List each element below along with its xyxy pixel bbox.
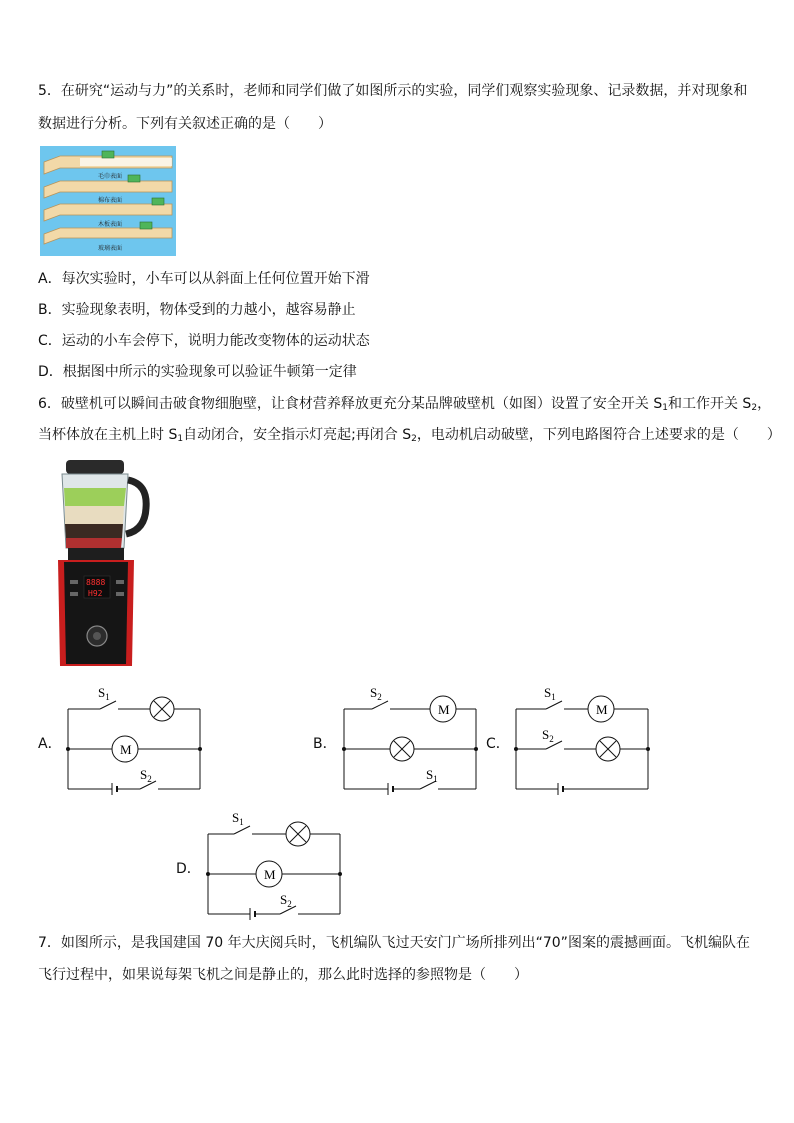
circuit-c-s2-label: $S_2$ xyxy=(542,727,554,744)
blender-display-bottom: H92 xyxy=(88,589,103,598)
q5-option-a[interactable]: A．每次实验时，小车可以从斜面上任何位置开始下滑 xyxy=(38,271,370,287)
q6-line1-part-c: ， xyxy=(757,396,772,412)
q6-sub-2b: 2 xyxy=(411,434,417,444)
circuit-a xyxy=(60,685,210,795)
circuit-c-motor-label: M xyxy=(596,702,608,717)
figure-label-cotton: 棉布表面 xyxy=(98,197,123,204)
q7-stem-line1: 7．如图所示，是我国建国 70 年大庆阅兵时，飞机编队飞过天安门广场所排列出“70”图案的震撼画面。飞机编队在 xyxy=(38,935,750,951)
circuit-b xyxy=(336,685,486,795)
circuit-d xyxy=(200,810,350,920)
circuit-b-s1-label: $S_1$ xyxy=(426,767,438,784)
blender-image xyxy=(50,458,150,670)
circuit-b-motor-label: M xyxy=(438,702,450,717)
circuit-c xyxy=(508,685,658,795)
circuit-b-s2-label: $S_2$ xyxy=(370,685,382,702)
circuit-option-d-label[interactable]: D． xyxy=(176,861,201,877)
q5-ramp-figure xyxy=(40,146,176,256)
circuit-option-c-label[interactable]: C． xyxy=(486,736,510,752)
q5-option-c[interactable]: C．运动的小车会停下，说明力能改变物体的运动状态 xyxy=(38,333,370,349)
q6-stem-line2 xyxy=(38,425,781,449)
q6-line2-part-c: ，电动机启动破壁，下列电路图符合上述要求的是（ ） xyxy=(416,427,781,443)
circuit-c-s1-label: $S_1$ xyxy=(544,685,556,702)
q7-stem-line2: 飞行过程中，如果说每架飞机之间是静止的，那么此时选择的参照物是（ ） xyxy=(38,967,528,983)
q6-sub-2: 2 xyxy=(751,403,758,413)
q5-option-d[interactable]: D．根据图中所示的实验现象可以验证牛顿第一定律 xyxy=(38,364,357,380)
q5-stem-line2: 数据进行分析。下列有关叙述正确的是（ ） xyxy=(38,116,332,132)
q6-sub-1b: 1 xyxy=(177,434,184,444)
circuit-a-s2-label: $S_2$ xyxy=(140,767,152,784)
q6-stem-line1 xyxy=(38,394,771,418)
q6-line1-part-b: 和工作开关 S xyxy=(667,396,752,412)
q6-line2-part-a: 当杯体放在主机上时 S xyxy=(38,427,178,443)
q5-option-b[interactable]: B．实验现象表明，物体受到的力越小，越容易静止 xyxy=(38,302,356,318)
q6-line1-part-a: 6．破壁机可以瞬间击破食物细胞壁，让食材营养释放更充分某品牌破壁机（如图）设置了安全开关 S xyxy=(38,396,663,412)
circuit-a-s1-label: $S_1$ xyxy=(98,685,110,702)
circuit-d-s2-label: $S_2$ xyxy=(280,892,292,909)
circuit-d-motor-label: M xyxy=(264,867,276,882)
q5-stem-line1: 5．在研究“运动与力”的关系时，老师和同学们做了如图所示的实验，同学们观察实验现象、记录数据，并对现象和 xyxy=(38,83,748,99)
blender-display-top: 8888 xyxy=(86,578,106,587)
circuit-option-b-label[interactable]: B． xyxy=(313,736,337,752)
q6-sub-1: 1 xyxy=(662,403,668,413)
figure-label-wood: 木板表面 xyxy=(98,221,123,228)
circuit-option-a-label[interactable]: A． xyxy=(38,736,62,752)
circuit-a-motor-label: M xyxy=(120,742,132,757)
figure-label-glass: 玻璃表面 xyxy=(98,245,123,252)
circuit-d-s1-label: $S_1$ xyxy=(232,810,244,827)
q6-line2-part-b: 自动闭合，安全指示灯亮起;再闭合 S xyxy=(183,427,412,443)
figure-label-towel: 毛巾表面 xyxy=(98,173,123,180)
